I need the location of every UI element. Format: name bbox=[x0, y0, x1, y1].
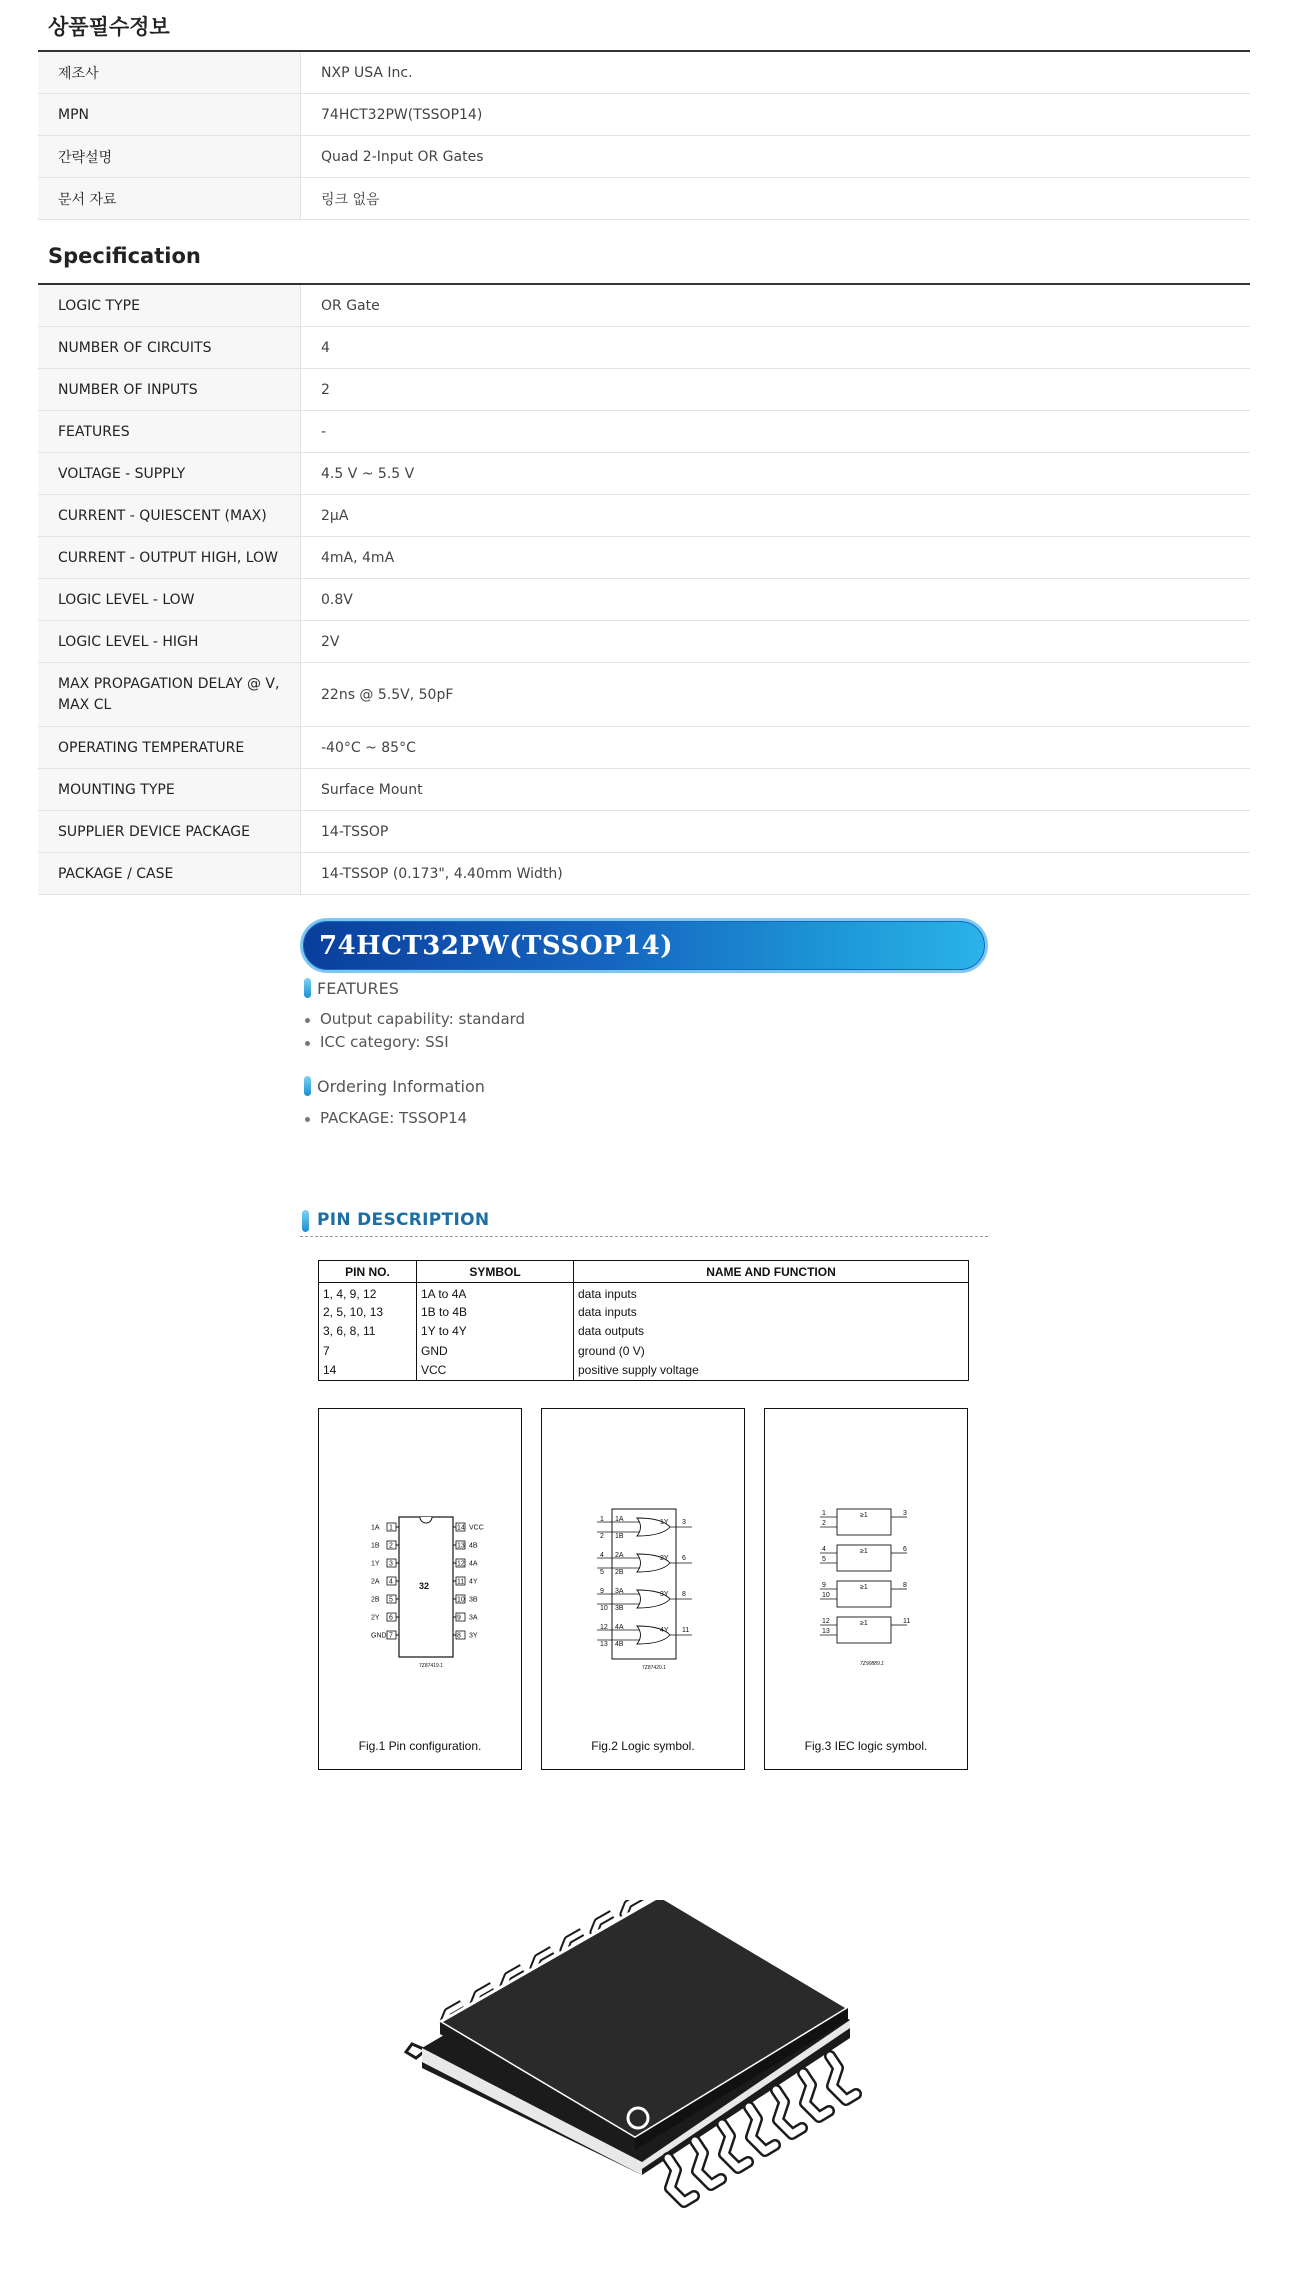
pin-name: 4A bbox=[615, 1624, 624, 1631]
pin-number: 4 bbox=[822, 1546, 826, 1553]
row-value: 4.5 V ~ 5.5 V bbox=[321, 465, 415, 482]
pin-symbol: GND bbox=[417, 1341, 574, 1361]
table-row bbox=[319, 1322, 969, 1342]
pin-name: 3B bbox=[615, 1605, 624, 1612]
pin-number: 12 bbox=[457, 1560, 465, 1568]
column-header: PIN NO. bbox=[319, 1261, 417, 1283]
figure-caption: Fig.3 IEC logic symbol. bbox=[804, 1739, 928, 1753]
row-value: 14-TSSOP bbox=[321, 823, 389, 840]
pin-no: 2, 5, 10, 13 bbox=[319, 1302, 417, 1322]
row-key: OPERATING TEMPERATURE bbox=[38, 727, 301, 768]
specification-title: Specification bbox=[48, 244, 201, 268]
chip-label: 32 bbox=[419, 1581, 430, 1591]
row-key: CURRENT - QUIESCENT (MAX) bbox=[38, 495, 301, 536]
features-list bbox=[304, 1008, 525, 1054]
row-key: LOGIC LEVEL - LOW bbox=[38, 579, 301, 620]
row-value: - bbox=[321, 423, 327, 440]
pin-name: 2B bbox=[615, 1569, 624, 1576]
pin-name: 1A bbox=[615, 1516, 624, 1523]
row-value: 2V bbox=[321, 633, 340, 650]
pin-name: 1Y bbox=[371, 1560, 380, 1568]
pin-name: 3A bbox=[469, 1614, 478, 1622]
pin-symbol: 1B to 4B bbox=[417, 1302, 574, 1322]
pin-number: 9 bbox=[600, 1588, 604, 1595]
table-row bbox=[38, 136, 1250, 178]
row-value: Quad 2-Input OR Gates bbox=[321, 148, 484, 165]
row-key: LOGIC LEVEL - HIGH bbox=[38, 621, 301, 662]
ordering-heading bbox=[304, 1076, 485, 1096]
table-row bbox=[38, 453, 1250, 495]
column-header: SYMBOL bbox=[417, 1261, 574, 1283]
row-key: CURRENT - OUTPUT HIGH, LOW bbox=[38, 537, 301, 578]
row-value: Surface Mount bbox=[321, 781, 423, 798]
gate-label: ≥1 bbox=[860, 1512, 868, 1519]
pin-function: data inputs bbox=[574, 1302, 969, 1322]
pin-number: 10 bbox=[600, 1605, 608, 1612]
iec-logic-diagram bbox=[765, 1409, 969, 1739]
pin-function: ground (0 V) bbox=[574, 1341, 969, 1361]
pill-icon bbox=[304, 1076, 311, 1096]
pill-icon bbox=[304, 978, 311, 998]
pin-number: 12 bbox=[822, 1618, 830, 1625]
pin-number: 13 bbox=[600, 1641, 608, 1648]
pin-number: 3 bbox=[389, 1560, 393, 1568]
row-value: -40°C ~ 85°C bbox=[321, 739, 416, 756]
row-value: 2µA bbox=[321, 507, 349, 524]
figure-caption: Fig.2 Logic symbol. bbox=[591, 1739, 695, 1753]
pin-number: 8 bbox=[682, 1591, 686, 1598]
pin-symbol: 1A to 4A bbox=[417, 1283, 574, 1303]
row-key: MOUNTING TYPE bbox=[38, 769, 301, 810]
list-item: ICC category: SSI bbox=[304, 1031, 525, 1054]
table-row bbox=[38, 285, 1250, 327]
pin-number: 1 bbox=[822, 1510, 826, 1517]
pin-number: 2 bbox=[389, 1542, 393, 1550]
pin-number: 6 bbox=[389, 1614, 393, 1622]
pin-name: 1B bbox=[371, 1542, 380, 1550]
pin-number: 6 bbox=[682, 1555, 686, 1562]
pin-number: 5 bbox=[822, 1556, 826, 1563]
pin-number: 14 bbox=[457, 1524, 465, 1532]
pin-description-title: PIN DESCRIPTION bbox=[317, 1210, 490, 1230]
required-info-table bbox=[38, 50, 1250, 220]
pin-number: 9 bbox=[457, 1614, 461, 1622]
row-key: NUMBER OF INPUTS bbox=[38, 369, 301, 410]
table-row bbox=[38, 94, 1250, 136]
table-row bbox=[319, 1361, 969, 1381]
pin-name: 4Y bbox=[469, 1578, 478, 1586]
table-row bbox=[38, 327, 1250, 369]
gate-label: ≥1 bbox=[860, 1620, 868, 1627]
pin-number: 7 bbox=[389, 1632, 393, 1640]
pin-symbol: 1Y to 4Y bbox=[417, 1322, 574, 1342]
table-row bbox=[38, 411, 1250, 453]
logic-symbol-diagram bbox=[542, 1409, 746, 1739]
table-row bbox=[38, 853, 1250, 895]
pin-number: 11 bbox=[457, 1578, 465, 1586]
pin-name: 4Y bbox=[660, 1627, 669, 1634]
list-item: Output capability: standard bbox=[304, 1008, 525, 1031]
pin-name: 1A bbox=[371, 1524, 380, 1532]
row-key: NUMBER OF CIRCUITS bbox=[38, 327, 301, 368]
pin-function: data inputs bbox=[574, 1283, 969, 1303]
features-heading-label: FEATURES bbox=[317, 978, 399, 998]
table-row bbox=[38, 621, 1250, 663]
pin-name: 2Y bbox=[660, 1555, 669, 1562]
table-row bbox=[319, 1302, 969, 1322]
pin-table bbox=[318, 1260, 969, 1381]
pin-number: 2 bbox=[600, 1533, 604, 1540]
pin-name: 3B bbox=[469, 1596, 478, 1604]
pin-function: positive supply voltage bbox=[574, 1361, 969, 1381]
row-key: FEATURES bbox=[38, 411, 301, 452]
row-key: MPN bbox=[38, 94, 301, 135]
row-value: 4mA, 4mA bbox=[321, 549, 395, 566]
pin-number: 1 bbox=[600, 1516, 604, 1523]
pin-number: 9 bbox=[822, 1582, 826, 1589]
pin-number: 5 bbox=[389, 1596, 393, 1604]
row-value: 74HCT32PW(TSSOP14) bbox=[321, 106, 483, 123]
row-key: MAX PROPAGATION DELAY @ V, MAX CL bbox=[38, 663, 301, 726]
pill-icon bbox=[302, 1210, 309, 1232]
row-value: NXP USA Inc. bbox=[321, 64, 413, 81]
figure-caption: Fig.1 Pin configuration. bbox=[358, 1739, 482, 1753]
row-value: OR Gate bbox=[321, 297, 380, 314]
pin-number: 11 bbox=[682, 1627, 690, 1634]
pin-number: 2 bbox=[822, 1520, 826, 1527]
pin-name: VCC bbox=[469, 1524, 484, 1532]
pin-name: 2A bbox=[615, 1552, 624, 1559]
table-row bbox=[38, 663, 1250, 727]
figure-pin-configuration bbox=[318, 1408, 522, 1770]
column-header: NAME AND FUNCTION bbox=[574, 1261, 969, 1283]
table-row bbox=[38, 769, 1250, 811]
figure-code: 7Z90889.1 bbox=[860, 1661, 884, 1667]
row-key: LOGIC TYPE bbox=[38, 285, 301, 326]
pin-name: 4A bbox=[469, 1560, 478, 1568]
figure-code: 7Z87420.1 bbox=[642, 1665, 666, 1671]
pin-no: 7 bbox=[319, 1341, 417, 1361]
ordering-heading-label: Ordering Information bbox=[317, 1076, 485, 1096]
tssop-package-illustration bbox=[400, 1900, 900, 2240]
table-row bbox=[38, 811, 1250, 853]
required-info-title: 상품필수정보 bbox=[48, 15, 170, 39]
pin-description-heading bbox=[300, 1207, 988, 1237]
row-key: SUPPLIER DEVICE PACKAGE bbox=[38, 811, 301, 852]
figure-code: 7Z87419.1 bbox=[419, 1663, 443, 1669]
pin-name: 4B bbox=[615, 1641, 624, 1648]
row-value: 22ns @ 5.5V, 50pF bbox=[321, 686, 454, 703]
table-row bbox=[38, 537, 1250, 579]
row-value: 링크 없음 bbox=[321, 191, 380, 208]
table-row bbox=[38, 178, 1250, 220]
pin-number: 10 bbox=[457, 1596, 465, 1604]
features-heading bbox=[304, 978, 399, 998]
gate-label: ≥1 bbox=[860, 1584, 868, 1591]
row-value: 2 bbox=[321, 381, 330, 398]
pin-symbol: VCC bbox=[417, 1361, 574, 1381]
row-value: 4 bbox=[321, 339, 330, 356]
table-row bbox=[38, 52, 1250, 94]
pin-name: 1B bbox=[615, 1533, 624, 1540]
figure-iec-logic-symbol bbox=[764, 1408, 968, 1770]
row-value: 0.8V bbox=[321, 591, 353, 608]
pin-name: 1Y bbox=[660, 1519, 669, 1526]
pin-name: GND bbox=[371, 1632, 387, 1640]
product-banner bbox=[300, 918, 988, 973]
iec-gates bbox=[820, 1509, 910, 1643]
row-value: 14-TSSOP (0.173", 4.40mm Width) bbox=[321, 865, 563, 882]
list-item: PACKAGE: TSSOP14 bbox=[304, 1107, 467, 1130]
table-row bbox=[38, 369, 1250, 411]
pin-name: 4B bbox=[469, 1542, 478, 1550]
specification-table bbox=[38, 283, 1250, 895]
pin-no: 1, 4, 9, 12 bbox=[319, 1283, 417, 1303]
pin-name: 3Y bbox=[660, 1591, 669, 1598]
pin-name: 2Y bbox=[371, 1614, 380, 1622]
table-row bbox=[38, 579, 1250, 621]
ordering-list bbox=[304, 1107, 467, 1130]
pin-number: 8 bbox=[903, 1582, 907, 1589]
row-key: 간략설명 bbox=[38, 136, 301, 177]
pin-no: 3, 6, 8, 11 bbox=[319, 1322, 417, 1342]
pin-name: 2A bbox=[371, 1578, 380, 1586]
pin-number: 5 bbox=[600, 1569, 604, 1576]
row-key: VOLTAGE - SUPPLY bbox=[38, 453, 301, 494]
pin-name: 2B bbox=[371, 1596, 380, 1604]
pin-function: data outputs bbox=[574, 1322, 969, 1342]
table-row bbox=[38, 727, 1250, 769]
banner-title: 74HCT32PW(TSSOP14) bbox=[319, 931, 674, 961]
pin-no: 14 bbox=[319, 1361, 417, 1381]
pin-number: 1 bbox=[389, 1524, 393, 1532]
row-key: PACKAGE / CASE bbox=[38, 853, 301, 894]
pin-number: 3 bbox=[682, 1519, 686, 1526]
pin-number: 8 bbox=[457, 1632, 461, 1640]
gate-label: ≥1 bbox=[860, 1548, 868, 1555]
table-row bbox=[319, 1283, 969, 1303]
pin-number: 13 bbox=[457, 1542, 465, 1550]
pin-number: 6 bbox=[903, 1546, 907, 1553]
row-key: 제조사 bbox=[38, 52, 301, 93]
pin-number: 11 bbox=[903, 1618, 911, 1625]
or-gates bbox=[597, 1516, 692, 1648]
pin-number: 3 bbox=[903, 1510, 907, 1517]
pin-configuration-diagram bbox=[319, 1409, 523, 1739]
pin-number: 4 bbox=[600, 1552, 604, 1559]
pin-number: 10 bbox=[822, 1592, 830, 1599]
table-row bbox=[319, 1341, 969, 1361]
pin-number: 4 bbox=[389, 1578, 393, 1586]
pin-number: 12 bbox=[600, 1624, 608, 1631]
figure-logic-symbol bbox=[541, 1408, 745, 1770]
pin-table-header bbox=[319, 1261, 969, 1283]
pin-number: 13 bbox=[822, 1628, 830, 1635]
row-key: 문서 자료 bbox=[38, 178, 301, 219]
table-row bbox=[38, 495, 1250, 537]
pin-name: 3A bbox=[615, 1588, 624, 1595]
pin-name: 3Y bbox=[469, 1632, 478, 1640]
